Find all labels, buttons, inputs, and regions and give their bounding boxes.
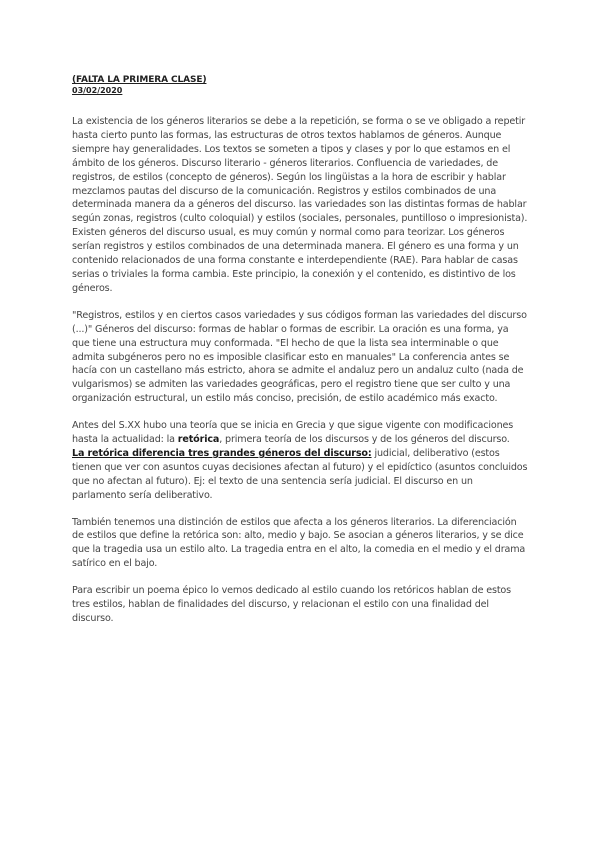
rhetoric-intro-text: Antes del S.XX hubo una teoría que se inicia en Grecia y que sigue vigente con modificaciones hasta la actualidad: la	[72, 420, 514, 446]
rhetoric-genres-heading: La retórica diferencia tres grandes géneros del discurso:	[72, 447, 372, 459]
paragraph-rhetoric-theory	[72, 419, 528, 502]
notes-body	[72, 115, 528, 626]
paragraph-genres-repetition: La existencia de los géneros literarios se debe a la repetición, se forma o se ve obligado a repetir hasta cierto punto las formas, las estructuras de otros textos hablamos de géneros. Aunque siempre hay generalidades. Los textos se someten a tipos y clases y por lo que estamos en el ámbito de los géneros. Discurso literario - géneros literarios. Confluencia de variedades, de registros, de estilos (concepto de géneros). Según los lingüistas a la hora de escribir y hablar mezclamos pautas del discurso de la comunicación. Registros y estilos combinados de una determinada manera da a géneros del discurso. las variedades son las distintas formas de hablar según zonas, registros (culto coloquial) y estilos (sociales, personales, puntilloso o impresionista). Existen géneros del discurso usual, es muy común y normal como para teorizar. Los géneros serían registros y estilos combinados de una determinada manera. El género es una forma y un contenido relacionados de una forma constante e interdependiente (RAE). Para hablar de casas serias o triviales la forma cambia. Este principio, la conexión y el contenido, es distintivo de los géneros.	[72, 116, 528, 294]
notes-header	[72, 74, 206, 96]
paragraph-styles: También tenemos una distinción de estilos que afecta a los géneros literarios. La diferenciación de estilos que define la retórica son: alto, medio y bajo. Se asocian a géneros literarios, y se dice que la tragedia usa un estilo alto. La tragedia entra en el alto, la comedia en el medio y el drama satírico en el bajo.	[72, 516, 526, 570]
rhetoric-term: retórica	[177, 434, 220, 446]
paragraph-epic-poem: Para escribir un poema épico lo vemos dedicado al estilo cuando los retóricos hablan de estos tres estilos, hablan de finalidades del discurso, y relacionan el estilo con una finalidad del discurso.	[72, 585, 512, 624]
rhetoric-after-text: , primera teoría de los discursos y de los géneros del discurso.	[219, 434, 510, 446]
class-date: 03/02/2020	[72, 86, 123, 95]
rhetoric-genres-text: judicial, deliberativo (estos tienen que ver con asuntos cuyas decisiones afectan al futuro) y el epidíctico (asuntos concluidos que no afectan al futuro). Ej: el texto de una sentencia sería judicial. El discurso en un parlamento sería deliberativo.	[72, 447, 528, 501]
missing-class-title: (FALTA LA PRIMERA CLASE)	[72, 75, 207, 85]
paragraph-discourse-genres: "Registros, estilos y en ciertos casos variedades y sus códigos forman las variedades del discurso (...)" Géneros del discurso: formas de hablar o formas de escribir. La oración es una forma, ya que tiene una estructura muy conformada. "El hecho de que la lista sea interminable o que admita subgéneros pero no es imposible clasificar esto en manuales" La conferencia antes se hacía con un castellano más estricto, ahora se admite el andaluz pero un andaluz culto (nada de vulgarismos) se admiten las variedades geográficas, pero el registro tiene que ser culto y una organización estructural, un estilo más conciso, precisión, de estilo académico más exacto.	[72, 309, 527, 405]
